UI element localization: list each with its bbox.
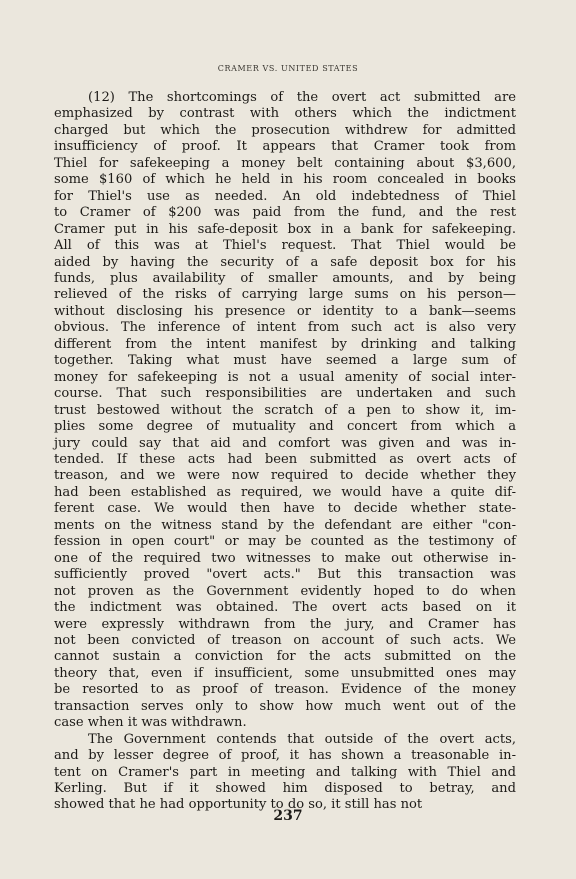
text-line: be resorted to as proof of treason. Evidence of the money [54, 682, 516, 698]
text-line: obvious. The inference of intent from such act is also very [54, 320, 516, 336]
text-line: case when it was withdrawn. [54, 715, 247, 731]
text-line: together. Taking what must have seemed a large sum of [54, 353, 516, 369]
paragraph [54, 732, 516, 814]
text-line: the indictment was obtained. The overt acts based on it [54, 600, 516, 616]
text-line: aided by having the security of a safe deposit box for his [54, 254, 516, 270]
text-line: trust bestowed without the scratch of a pen to show it, im- [54, 402, 516, 418]
text-line: plies some degree of mutuality and concert from which a [54, 419, 516, 435]
text-line: Cramer put in his safe-deposit box in a bank for safekeeping. [54, 221, 516, 237]
running-head: CRAMER VS. UNITED STATES [217, 64, 359, 73]
text-line: insufficiency of proof. It appears that Cramer took from [54, 139, 516, 155]
text-line: different from the intent manifest by drinking and talking [54, 336, 516, 352]
text-line: without disclosing his presence or identity to a bank—seems [54, 303, 516, 319]
text-line: not proven as the Government evidently hoped to do when [54, 583, 516, 599]
text-line: treason, and we were now required to decide whether they [54, 468, 516, 484]
text-line: one of the required two witnesses to make out otherwise in- [54, 550, 516, 566]
text-line: fession in open court" or may be counted as the testimony of [54, 534, 516, 550]
text-line: had been established as required, we would have a quite dif- [54, 484, 516, 500]
text-line: The Government contends that outside of the overt acts, [88, 731, 516, 747]
text-line: course. That such responsibilities are undertaken and such [54, 386, 516, 402]
text-line: to Cramer of $200 was paid from the fund, and the rest [54, 205, 516, 221]
text-line: and by lesser degree of proof, it has shown a treasonable in- [54, 748, 516, 764]
text-line: (12) The shortcomings of the overt act submitted are [88, 90, 516, 105]
page-number: 237 [273, 808, 303, 824]
text-line: showed that he had opportunity to do so, it still has not [54, 797, 423, 813]
text-line: Kerling. But if it showed him disposed to betray, and [54, 781, 516, 797]
paragraph [54, 90, 516, 732]
text-line: transaction serves only to show how much went out of the [54, 698, 516, 714]
text-line: funds, plus availability of smaller amounts, and by being [54, 270, 516, 286]
text-line: money for safekeeping is not a usual amenity of social inter- [54, 369, 516, 385]
text-line: theory that, even if insufficient, some unsubmitted ones may [54, 665, 516, 681]
text-line: for Thiel's use as needed. An old indebtedness of Thiel [54, 188, 516, 204]
text-line: cannot sustain a conviction for the acts submitted on the [54, 649, 516, 665]
text-line: emphasized by contrast with others which the indictment [54, 106, 516, 122]
body-text [54, 90, 516, 814]
text-line: tent on Cramer's part in meeting and talking with Thiel and [54, 764, 516, 780]
text-line: Thiel for safekeeping a money belt containing about $3,600, [54, 155, 516, 171]
text-line: sufficiently proved "overt acts." But this transaction was [54, 567, 516, 583]
text-line: tended. If these acts had been submitted as overt acts of [54, 451, 516, 467]
text-line: ments on the witness stand by the defendant are either "con- [54, 517, 516, 533]
text-line: some $160 of which he held in his room concealed in books [54, 172, 516, 188]
text-line: ferent case. We would then have to decide whether state- [54, 501, 516, 517]
text-line: not been convicted of treason on account of such acts. We [54, 632, 516, 648]
text-line: jury could say that aid and comfort was given and was in- [54, 435, 516, 451]
text-line: All of this was at Thiel's request. That Thiel would be [54, 238, 516, 254]
text-line: charged but which the prosecution withdrew for admitted [54, 122, 516, 138]
text-line: were expressly withdrawn from the jury, and Cramer has [54, 616, 516, 632]
text-line: relieved of the risks of carrying large sums on his person— [54, 287, 516, 303]
